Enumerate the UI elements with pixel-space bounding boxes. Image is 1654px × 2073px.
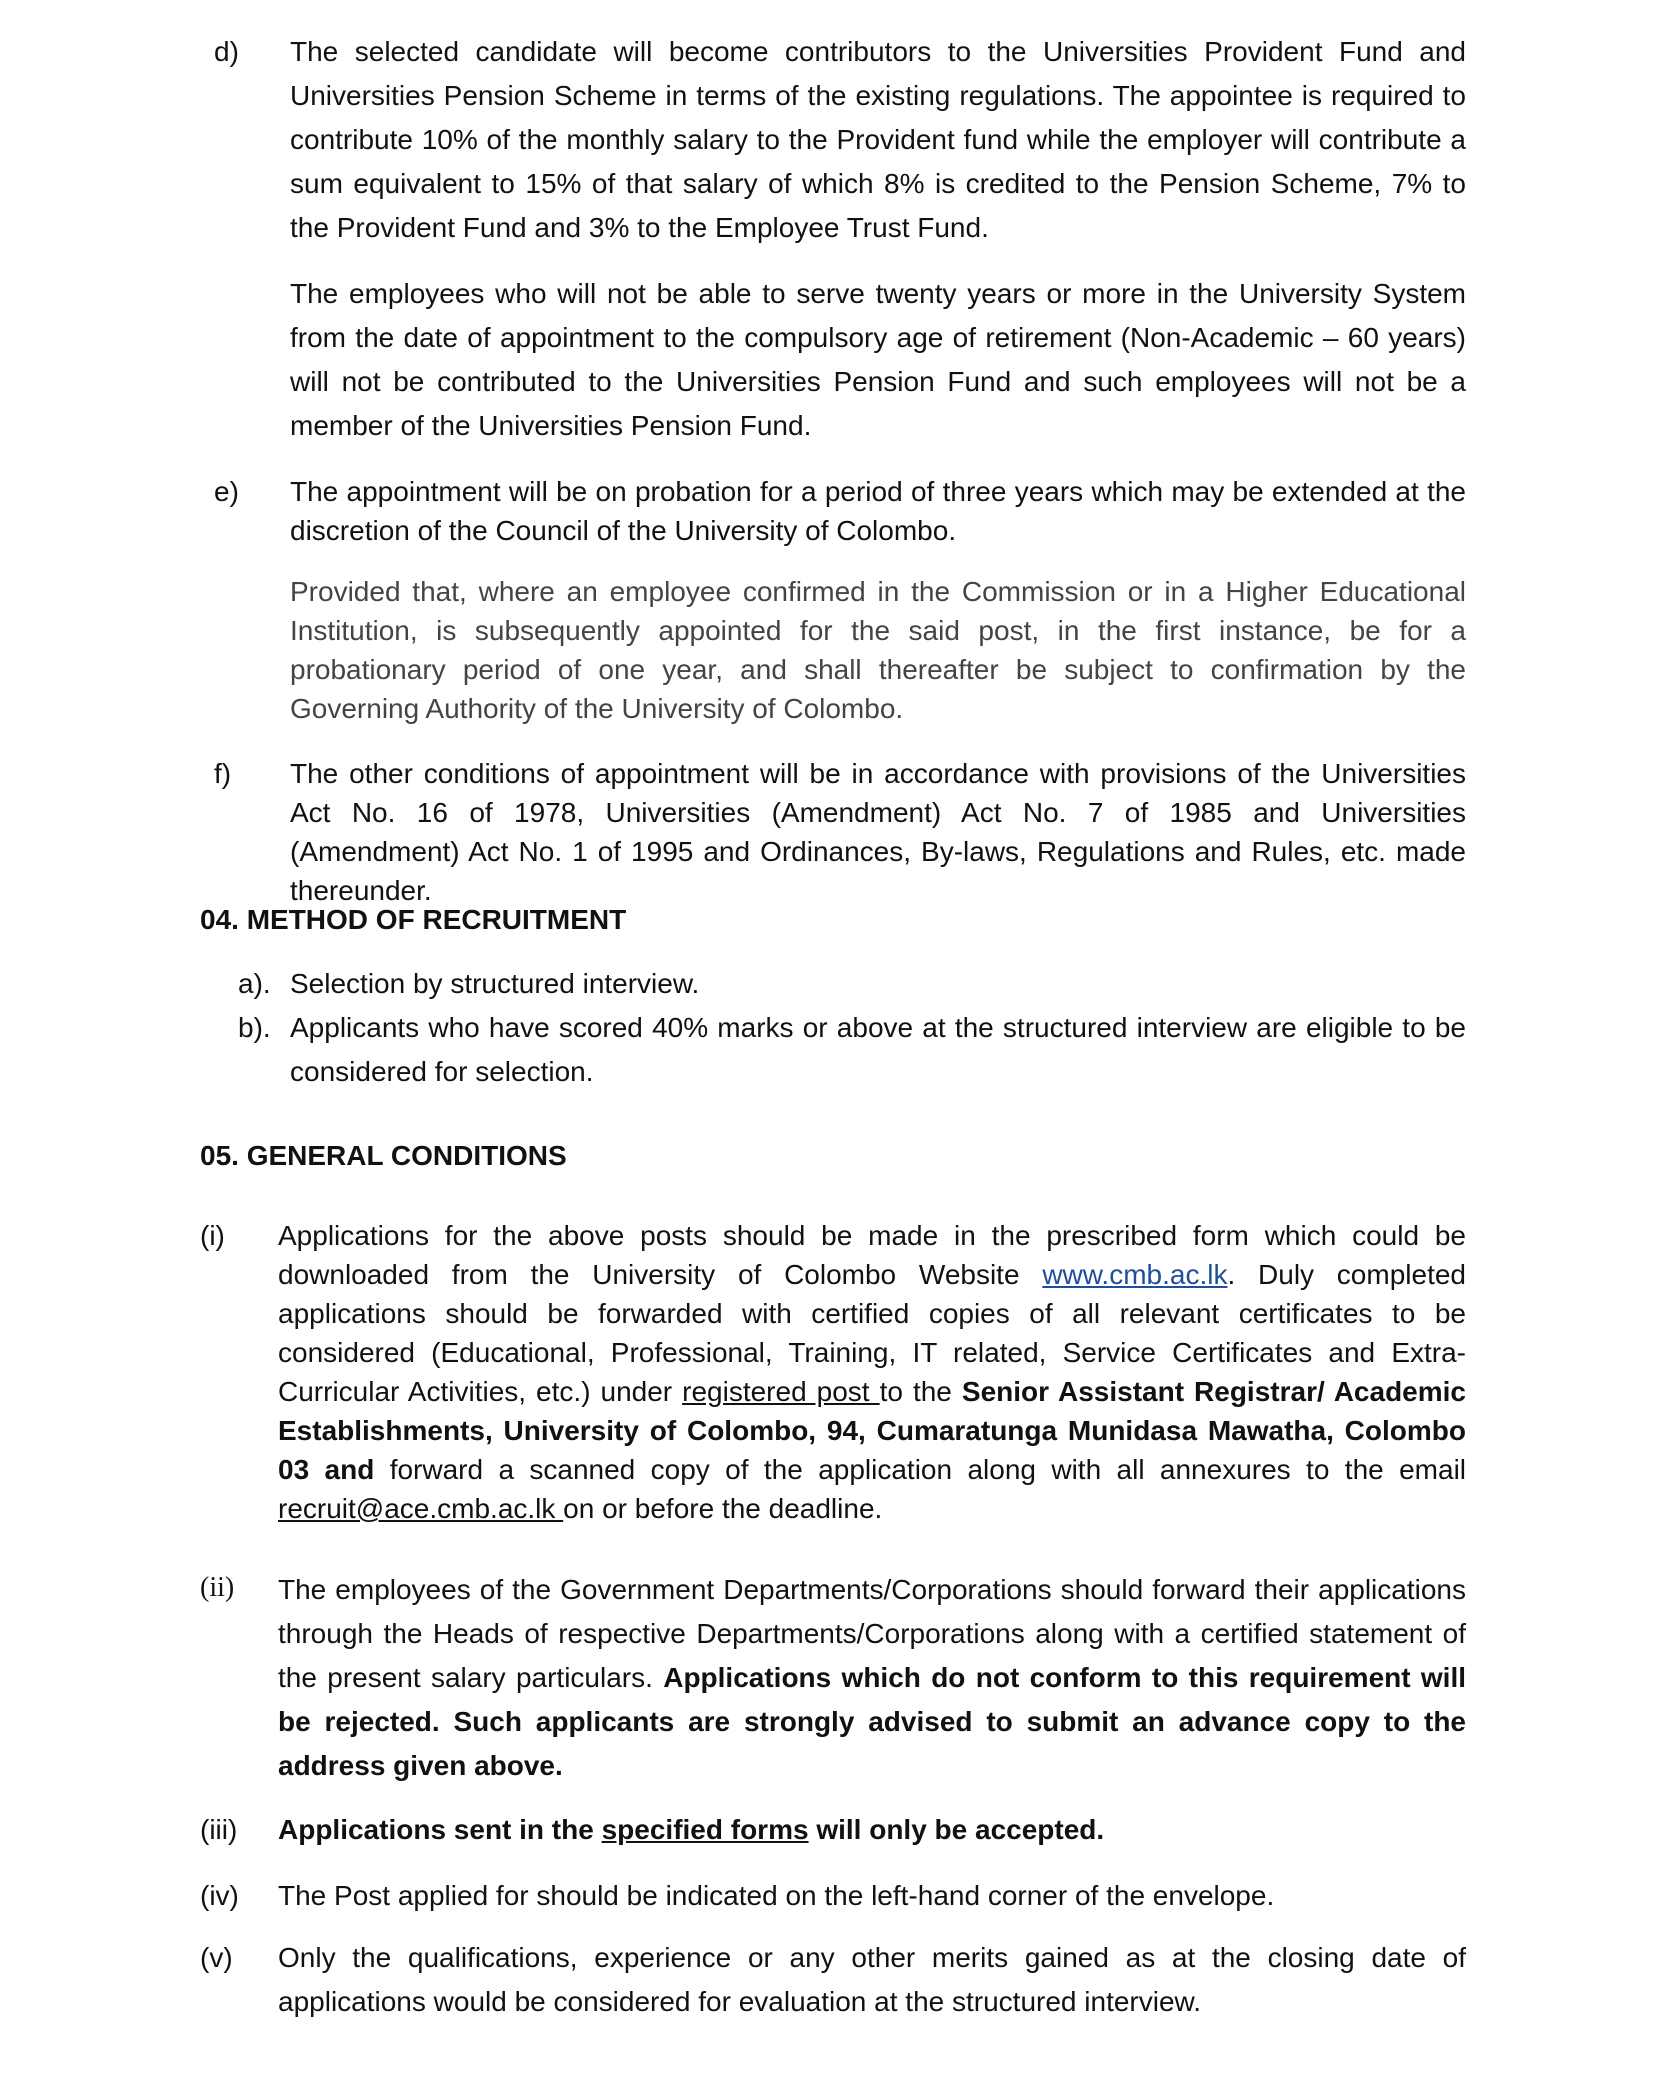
list-marker-a: a). [238,968,271,999]
recruitment-item-a: Selection by structured interview. [290,968,700,999]
condition-iv-paragraph: The Post applied for should be indicated on the left-hand corner of the envelope. [278,1880,1275,1911]
item-e-paragraph-2: Provided that, where an employee confirmed in the Commission or in a Higher Educational Institution, is subsequently appointed for the said post, in the first instance, be for a probationary period of one year, and shall thereafter be subject to confirmation by the Governing Authority of the University of Colombo. [290,576,1466,724]
item-d-paragraph-2: The employees who will not be able to serve twenty years or more in the University System from the date of appointment to the compulsory age of retirement (Non-Academic – 60 years) will not be contributed to the Universities Pension Fund and such employees will not be a member of the Universities Pension Fund. [290,278,1466,441]
condition-i-text-5: on or before the deadline. [563,1493,883,1524]
condition-ii-paragraph [278,1568,1466,1788]
condition-iii-text-1: Applications sent in the [278,1814,602,1845]
recruitment-item-b: Applicants who have scored 40% marks or above at the structured interview are eligible to be considered for selection. [290,1012,1466,1087]
item-f-paragraph: The other conditions of appointment will be in accordance with provisions of the Universities Act No. 16 of 1978, Universities (Amendment) Act No. 7 of 1985 and Universities (Amendment) Act No. 1 of 1995 and Ordinances, By-laws, Regulations and Rules, etc. made thereunder. [290,758,1466,906]
condition-i-text-1: Applications for the above posts should be made in the prescribed form which could be downloaded from the University of Colombo Website [278,1220,1466,1290]
condition-marker-ii: (ii) [200,1572,235,1603]
item-e-paragraph-1: The appointment will be on probation for a period of three years which may be extended at the discretion of the Council of the University of Colombo. [290,476,1466,546]
condition-ii-bold-text: Applications which do not conform to this requirement will be rejected. Such applicants are strongly advised to submit an advance copy to the address given above. [278,1662,1466,1781]
item-marker-d: d) [214,36,239,67]
list-marker-b: b). [238,1012,271,1043]
condition-ii-text: The employees of the Government Departments/Corporations should forward their applications through the Heads of respective Departments/Corporations along with a certified statement of the present salary particulars. [278,1574,1466,1693]
specified-forms-text: specified forms [601,1814,809,1845]
address-text: Senior Assistant Registrar/ Academic Establishments, University of Colombo, 94, Cumaratunga Munidasa Mawatha, Colombo 03 and [278,1376,1467,1485]
condition-i-paragraph [278,1216,1466,1528]
condition-v-paragraph: Only the qualifications, experience or any other merits gained as at the closing date of applications would be considered for evaluation at the structured interview. [278,1942,1466,2017]
section-heading-method-of-recruitment: 04. METHOD OF RECRUITMENT [200,904,627,935]
condition-i-text-3: to the [879,1376,962,1407]
condition-iii-paragraph [278,1808,1466,1852]
condition-marker-iv: (iv) [200,1880,239,1911]
item-marker-e: e) [214,476,239,507]
condition-i-text-4: forward a scanned copy of the application along with all annexures to the email [374,1454,1467,1485]
item-marker-f: f) [214,758,232,789]
registered-post-text: registered post [682,1376,880,1407]
condition-i-text-2: . Duly completed applications should be forwarded with certified copies of all relevant certificates to be considered (Educational, Professional, Training, IT related, Service Certificates and Extra-Curricular Activities, etc.) under [278,1259,1466,1407]
item-d-paragraph-1: The selected candidate will become contributors to the Universities Provident Fund and Universities Pension Scheme in terms of the existing regulations. The appointee is required to contribute 10% of the monthly salary to the Provident fund while the employer will contribute a sum equivalent to 15% of that salary of which 8% is credited to the Pension Scheme, 7% to the Provident Fund and 3% to the Employee Trust Fund. [290,36,1466,243]
website-link[interactable]: www.cmb.ac.lk [1042,1259,1228,1290]
condition-marker-iii: (iii) [200,1814,238,1845]
condition-iii-text-2: will only be accepted. [808,1814,1105,1845]
section-heading-general-conditions: 05. GENERAL CONDITIONS [200,1140,567,1171]
condition-marker-v: (v) [200,1942,233,1973]
condition-marker-i: (i) [200,1220,225,1251]
email-link[interactable]: recruit@ace.cmb.ac.lk [278,1493,564,1524]
